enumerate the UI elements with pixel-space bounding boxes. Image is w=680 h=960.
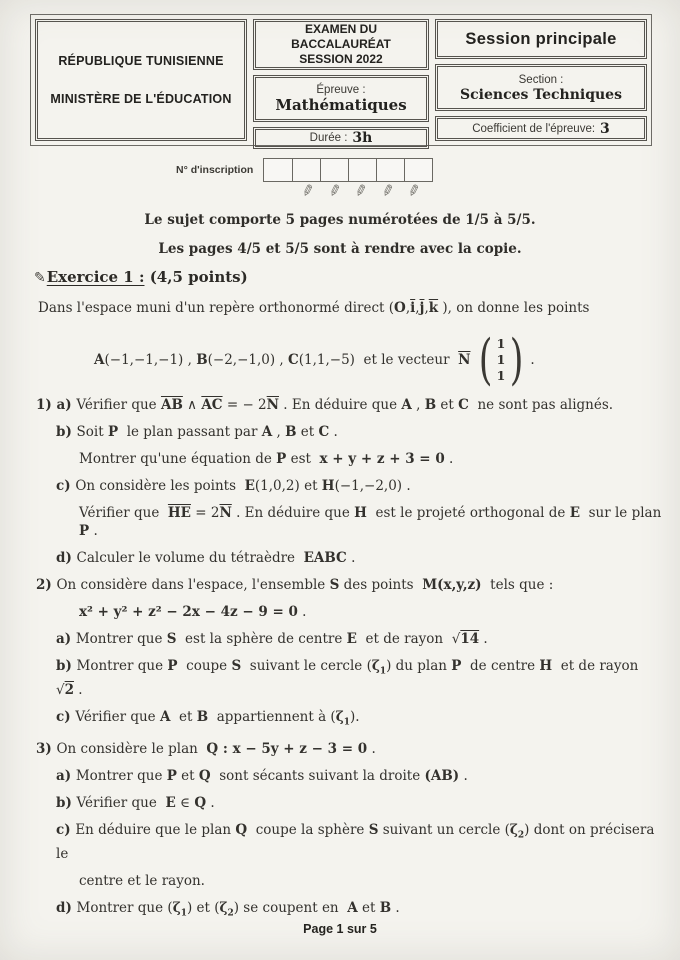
question-text: Vérifier que $\overline{AB}$ ∧ $\overline{AC}$ = − $2\overline{N}$ . En déduire que A , B et C ne sont pas alignés. xyxy=(76,397,614,413)
question-label: a) xyxy=(56,631,76,647)
question-text: centre et le rayon. xyxy=(79,873,205,890)
inscription-box[interactable] xyxy=(292,159,320,181)
question-line xyxy=(56,821,680,863)
exam-header xyxy=(30,14,652,146)
question-label: c) xyxy=(56,708,76,725)
question-line xyxy=(79,603,680,621)
page-footer: Page 1 sur 5 xyxy=(303,922,377,936)
header-section-cell xyxy=(435,64,647,111)
epreuve-value: Mathématiques xyxy=(275,96,407,114)
question-text: On considère dans l'espace, l'ensemble S des points M(x,y,z) tels que : xyxy=(56,577,554,593)
inscription-box[interactable] xyxy=(264,159,292,181)
exercise-intro: Dans l'espace muni d'un repère orthonormé direct ($O,\overline{i},\overline{j},\overline{k}$ ), on donne les points xyxy=(38,300,590,316)
vector-entry: 1 xyxy=(496,368,506,383)
inscription-box[interactable] xyxy=(376,159,404,181)
epreuve-label: Épreuve : xyxy=(316,84,366,96)
header-duree-cell xyxy=(253,127,429,149)
exam-session-line: SESSION 2022 xyxy=(299,52,383,66)
question-line xyxy=(56,794,680,812)
question-text: Montrer que P et Q sont sécants suivant la droite (AB) . xyxy=(75,768,468,785)
header-middle-column xyxy=(253,19,429,146)
exam-title-line: EXAMEN DU BACCALAURÉAT xyxy=(291,22,391,51)
question-text: x² + y² + z² − 2x − 4z − 9 = 0 . xyxy=(79,604,307,620)
vector-entry: 1 xyxy=(496,352,506,367)
pencil-icon: ✎ xyxy=(312,180,344,206)
inscription-label: N° d'inscription xyxy=(176,164,254,176)
header-exam-session-cell xyxy=(253,19,429,70)
question-line xyxy=(79,450,680,468)
left-paren: ( xyxy=(478,328,492,391)
ministry-line: MINISTÈRE DE L'ÉDUCATION xyxy=(50,92,232,106)
question-text: Montrer qu'une équation de P est x + y + z + 3 = 0 . xyxy=(79,451,454,467)
republic-line: RÉPUBLIQUE TUNISIENNE xyxy=(58,54,224,68)
question-line xyxy=(56,899,680,923)
question-label: 1) a) xyxy=(36,397,77,413)
pencil-icon: ✎ xyxy=(365,180,397,206)
question-text: Vérifier que A et B appartiennent à $(\zeta_1)$. xyxy=(75,708,360,728)
vector-entries xyxy=(496,336,507,384)
question-label: 2) xyxy=(36,577,57,593)
header-right-column xyxy=(435,19,647,141)
question-label: d) xyxy=(56,550,77,566)
section-value: Sciences Techniques xyxy=(460,86,622,103)
question-label: b) xyxy=(56,658,77,674)
header-coefficient-cell xyxy=(435,116,647,141)
vector-n-matrix xyxy=(475,328,528,391)
notice-line-2: Les pages 4/5 et 5/5 sont à rendre avec la copie. xyxy=(158,241,522,257)
question-text: Calculer le volume du tétraèdre EABC . xyxy=(76,550,356,566)
pencil-icon: ✎ xyxy=(392,180,424,206)
question-label: b) xyxy=(56,795,77,812)
after-vector-period: . xyxy=(530,352,535,368)
inscription-box[interactable] xyxy=(404,159,432,181)
question-line xyxy=(36,740,680,758)
question-text: Vérifier que $\overline{HE} = 2\overline{N}$ . En déduire que H est le projeté orthogonal de E sur le plan P . xyxy=(79,505,662,539)
inscription-boxes[interactable] xyxy=(263,158,433,182)
exercise-title: Exercice 1 : xyxy=(46,268,145,286)
question-line xyxy=(36,576,680,594)
pencil-icon: ✎ xyxy=(339,180,370,206)
points-definition: A(−1,−1,−1) , B(−2,−1,0) , C(1,1,−5) et le vecteur $\overline{N}$ xyxy=(94,352,471,368)
question-line xyxy=(56,657,680,699)
question-line xyxy=(56,767,680,785)
question-label: a) xyxy=(56,768,76,785)
header-session-type-cell xyxy=(435,19,647,59)
question-label: c) xyxy=(56,478,76,494)
header-left-cell xyxy=(35,19,247,141)
coefficient-label: Coefficient de l'épreuve: xyxy=(472,122,596,135)
question-text: On considère le plan Q : x − 5y + z − 3 = 0 . xyxy=(56,741,376,758)
question-text: En déduire que le plan Q coupe la sphère S suivant un cercle $(\zeta_2)$ dont on précisera le xyxy=(56,822,655,863)
inscription-box[interactable] xyxy=(348,159,376,181)
duree-value: 3h xyxy=(352,130,373,146)
question-text: Montrer que S est la sphère de centre E et de rayon √14 . xyxy=(75,631,488,647)
stamps-row xyxy=(285,180,424,206)
question-line xyxy=(56,423,680,441)
points-definition-line xyxy=(94,328,535,392)
inscription-row xyxy=(176,158,433,182)
question-text: Montrer que P coupe S suivant le cercle $(\zeta_1)$ du plan P de centre H et de rayon √2 . xyxy=(56,658,643,698)
question-line xyxy=(79,504,680,540)
question-line xyxy=(36,396,680,414)
exercise-heading xyxy=(34,268,248,286)
question-text: On considère les points E(1,0,2) et H(−1,−2,0) . xyxy=(75,478,411,494)
question-text: Soit P le plan passant par A , B et C . xyxy=(76,424,338,440)
inscription-box[interactable] xyxy=(320,159,348,181)
question-line xyxy=(56,630,680,648)
question-line xyxy=(56,549,680,567)
exercise-points: (4,5 points) xyxy=(144,268,248,286)
session-type: Session principale xyxy=(465,29,617,48)
question-line xyxy=(56,477,680,495)
duree-label: Durée : xyxy=(309,132,348,144)
section-label: Section : xyxy=(518,73,564,86)
right-paren: ) xyxy=(509,328,524,391)
question-line xyxy=(56,708,680,732)
questions xyxy=(0,396,680,932)
question-line xyxy=(79,872,680,890)
question-label: b) xyxy=(56,424,77,440)
subject-notice xyxy=(0,212,680,270)
coefficient-value: 3 xyxy=(600,120,610,137)
question-label: c) xyxy=(56,822,76,839)
header-epreuve-cell xyxy=(253,75,429,122)
notice-line-1: Le sujet comporte 5 pages numérotées de 1/5 à 5/5. xyxy=(144,212,536,228)
question-text: Vérifier que E ∈ Q . xyxy=(76,795,215,812)
pen-icon: ✎ xyxy=(34,270,46,286)
question-text: Montrer que $(\zeta_1)$ et $(\zeta_2)$ se coupent en A et B . xyxy=(76,900,400,919)
pencil-icon: ✎ xyxy=(285,180,317,206)
question-label: d) xyxy=(56,900,77,917)
vector-entry: 1 xyxy=(496,336,506,351)
question-label: 3) xyxy=(36,741,57,758)
